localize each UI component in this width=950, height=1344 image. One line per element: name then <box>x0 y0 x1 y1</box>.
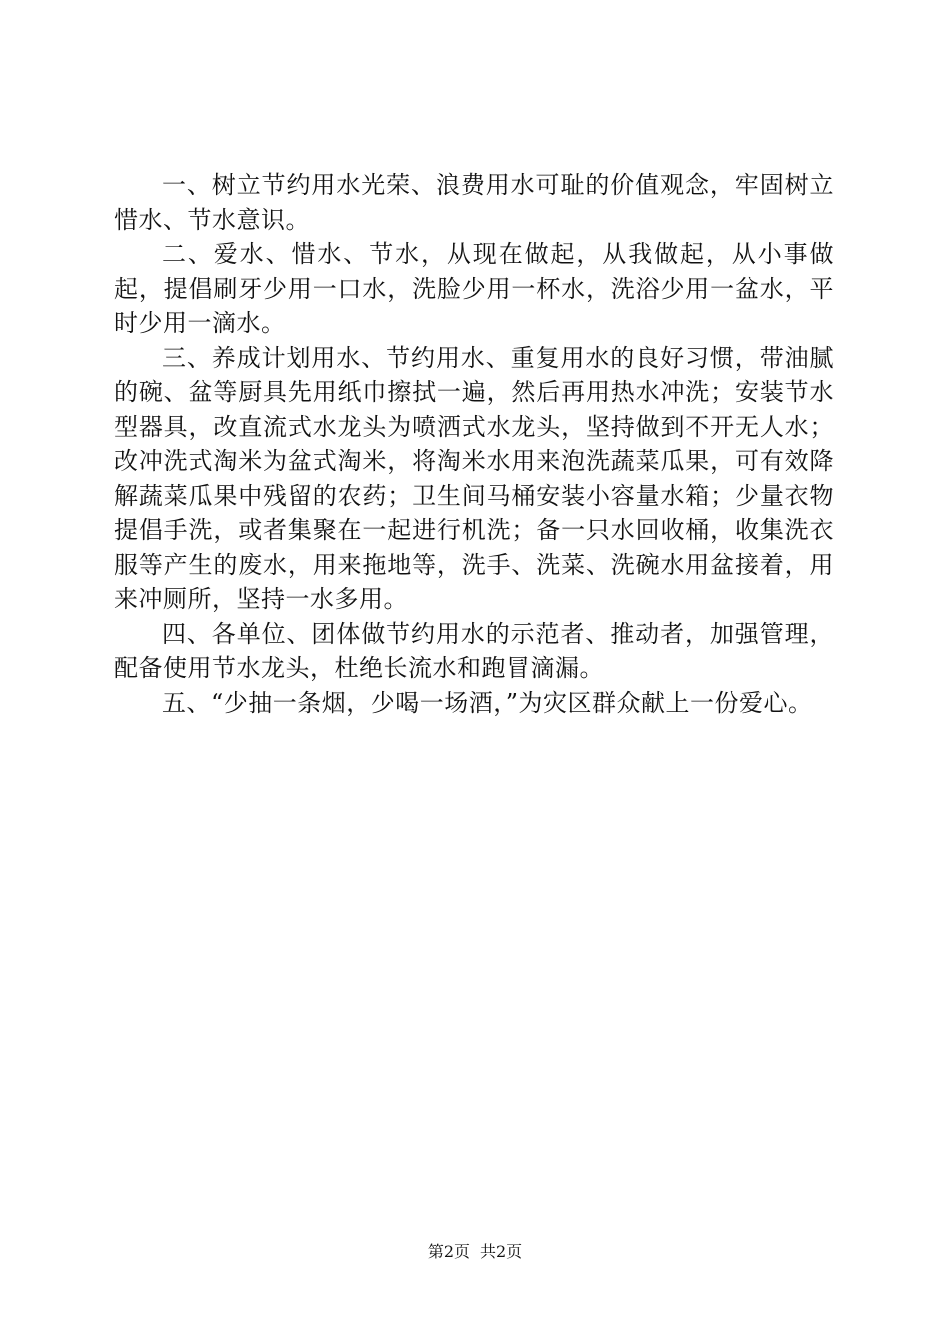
paragraph-5: 五、“少抽一条烟，少喝一场酒，”为灾区群众献上一份爱心。 <box>162 688 813 717</box>
page-footer <box>0 1242 950 1262</box>
document-body <box>114 168 834 720</box>
page-number: 第2页 <box>427 1242 470 1261</box>
paragraph-3: 三、养成计划用水、节约用水、重复用水的良好习惯，带油腻的碗、盆等厨具先用纸巾擦拭一遍，然后再用热水冲洗；安装节水型器具，改直流式水龙头为喷洒式水龙头，坚持做到不开无人水；改冲洗式淘米为盆式淘米，将淘米水用来泡洗蔬菜瓜果，可有效降解蔬菜瓜果中残留的农药；卫生间马桶安装小容量水箱；少量衣物提倡手洗，或者集聚在一起进行机洗；备一只水回收桶，收集洗衣服等产生的废水，用来拖地等，洗手、洗菜、洗碗水用盆接着，用来冲厕所，坚持一水多用。 <box>114 343 834 613</box>
paragraph-2: 二、爱水、惜水、节水，从现在做起，从我做起，从小事做起，提倡刷牙少用一口水，洗脸少用一杯水，洗浴少用一盆水，平时少用一滴水。 <box>114 240 834 337</box>
paragraph-1: 一、树立节约用水光荣、浪费用水可耻的价值观念，牢固树立惜水、节水意识。 <box>114 171 834 234</box>
page-total: 共2页 <box>480 1242 523 1261</box>
paragraph-4: 四、各单位、团体做节约用水的示范者、推动者，加强管理，配备使用节水龙头，杜绝长流水和跑冒滴漏。 <box>114 619 834 682</box>
